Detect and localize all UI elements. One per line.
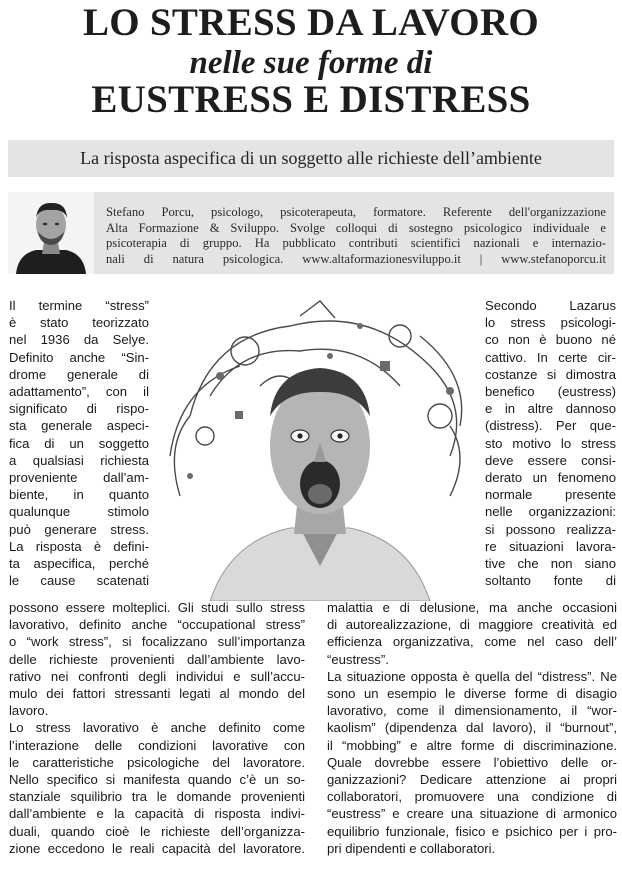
article-line: dall’ambiente e la capacità di risposta indivi- xyxy=(9,806,305,822)
author-bio-line: nali di natura psicologica. www.altaformazionesviluppo.it | www.stefanoporcu.it xyxy=(106,251,606,266)
article-line: duali, quando cioè le richieste dell’organizza- xyxy=(9,823,305,839)
headline-line-1: LO STRESS DA LAVORO xyxy=(82,1,540,44)
article-line: Secondo Lazarus xyxy=(485,298,616,313)
article-line: (distress). Per que- xyxy=(485,418,616,434)
article-line: Definito anche “Sin- xyxy=(9,349,149,365)
article-line: lo stress psicologi- xyxy=(485,315,616,331)
article-line: l’interazione delle condizioni lavorative con xyxy=(9,737,305,753)
article-line: sono un esempio le diverse forme di disagio xyxy=(327,686,617,702)
article-line: drome generale di xyxy=(9,366,149,382)
article-line: adattamento”, con il xyxy=(9,384,149,400)
headline-line-2: nelle sue forme di xyxy=(189,45,433,81)
article-line: soltanto fonte di xyxy=(485,573,616,589)
article-line: mulo dei fattori stressanti legati al mondo del xyxy=(9,686,305,702)
article-column-right xyxy=(485,297,616,589)
article-line: di autorealizzazione, di maggiore creatività ed xyxy=(327,617,617,633)
article-line: fica di un soggetto xyxy=(9,435,149,451)
article-line: tive che non siano xyxy=(485,556,616,572)
article-line: sta generale aspeci- xyxy=(9,418,149,434)
article-line: le cause scatenati xyxy=(9,573,149,589)
article-line: Nello specifico si manifesta quando c’è un so- xyxy=(9,772,305,788)
article-line: deve essere consi- xyxy=(485,452,616,468)
article-line: co non è buono né xyxy=(485,332,616,348)
author-bio-line: Alta Formazione & Sviluppo. Svolge colloqui di sostegno psicologico individuale e xyxy=(106,220,606,235)
article-column-bottom-right xyxy=(327,599,617,857)
article-line: derato un fenomeno xyxy=(485,470,616,486)
article-line: può generare stress. xyxy=(9,521,149,537)
article-line: sto motivo lo stress xyxy=(485,435,616,451)
article-line: ta aspecifica, perché xyxy=(9,556,149,572)
article-line: delle richieste provenienti dall’ambiente lavo- xyxy=(9,651,305,667)
article-line: nel 1936 da Selye. xyxy=(9,332,149,348)
author-portrait-icon xyxy=(8,192,94,274)
article-line: costanze si dimostra xyxy=(485,366,616,382)
article-column-left xyxy=(9,297,149,589)
article-line: equilibrio funzionale, fisico e psichico per i pro- xyxy=(327,823,617,839)
article-line: lavorativo, come il dimensionamento, il “wor- xyxy=(327,703,617,719)
article-line: lavorativo, definito anche “occupational stress” xyxy=(9,617,305,633)
article-line: La situazione opposta è quella del “distress”. Ne xyxy=(327,668,617,684)
article-line: o “work stress”, si focalizzano sull’importanza xyxy=(9,634,305,650)
article-line: biente, in quanto xyxy=(9,487,149,503)
article-line: e in altre dannoso xyxy=(485,401,616,417)
article-line: stanziale squilibrio tra le domande provenienti xyxy=(9,789,305,805)
article-line: Il termine “stress” xyxy=(9,298,149,313)
article-line: significato di rispo- xyxy=(9,401,149,417)
article-line: è stato teorizzato xyxy=(9,315,149,331)
article-line: La risposta è defini- xyxy=(9,538,149,554)
article-line: kaolism” (dipendenza dal lavoro), il “burnout”, xyxy=(327,720,617,736)
author-bio-line: Stefano Porcu, psicologo, psicoterapeuta, formatore. Referente dell'organizzazione xyxy=(106,205,606,219)
article-line: normale presente xyxy=(485,487,616,503)
article-line: cattivo. In certe cir- xyxy=(485,349,616,365)
screaming-man-illustration-icon xyxy=(150,296,482,601)
subtitle-text: La risposta aspecifica di un soggetto alle richieste dell’ambiente xyxy=(80,148,542,168)
article-line: re situazioni lavora- xyxy=(485,538,616,554)
article-line: efficienza organizzativa, come nel caso dell’ xyxy=(327,634,617,650)
article-line: malattia e di delusione, ma anche occasioni xyxy=(327,600,617,615)
article-line: proveniente dall’am- xyxy=(9,470,149,486)
article-line: “eustress”. xyxy=(327,651,389,667)
headline-line-3: EUSTRESS E DISTRESS xyxy=(91,78,531,121)
article-line: nelle organizzazioni: xyxy=(485,504,616,520)
article-line: si possono realizza- xyxy=(485,521,616,537)
article-line: a qualsiasi richiesta xyxy=(9,452,149,468)
article-line: benefico (eustress) xyxy=(485,384,616,400)
article-column-bottom-left xyxy=(9,599,305,857)
article-line: pri dipendenti e collaboratori. xyxy=(327,840,496,856)
article-line: collaboratori, promuovere una condizione di xyxy=(327,789,617,805)
article-line: “eustress” e creare una situazione di armonico xyxy=(327,806,617,822)
article-line: rativo nei confronti degli individui e sull’accu- xyxy=(9,668,305,684)
author-bio-line: psicoterapia di gruppo. Ha pubblicato contributi scientifici nazionali e internazio- xyxy=(106,236,606,250)
article-line: zione eccedono le reali capacità del lavoratore. xyxy=(9,840,305,856)
article-line: il “mobbing” e altre forme di discriminazione. xyxy=(327,737,617,753)
article-line: ganizzazioni? Dedicare attenzione ai propri xyxy=(327,772,617,788)
subtitle-bar xyxy=(8,140,614,177)
author-bio xyxy=(106,205,606,267)
article-line: Quale dovrebbe essere l’obiettivo delle or- xyxy=(327,754,617,770)
article-line: lavoro. xyxy=(9,703,49,719)
article-line: le caratteristiche psicologiche del lavoratore. xyxy=(9,754,305,770)
article-line: qualunque stimolo xyxy=(9,504,149,520)
article-line: Lo stress lavorativo è anche definito come xyxy=(9,720,305,736)
article-line: possono essere molteplici. Gli studi sullo stress xyxy=(9,600,305,615)
